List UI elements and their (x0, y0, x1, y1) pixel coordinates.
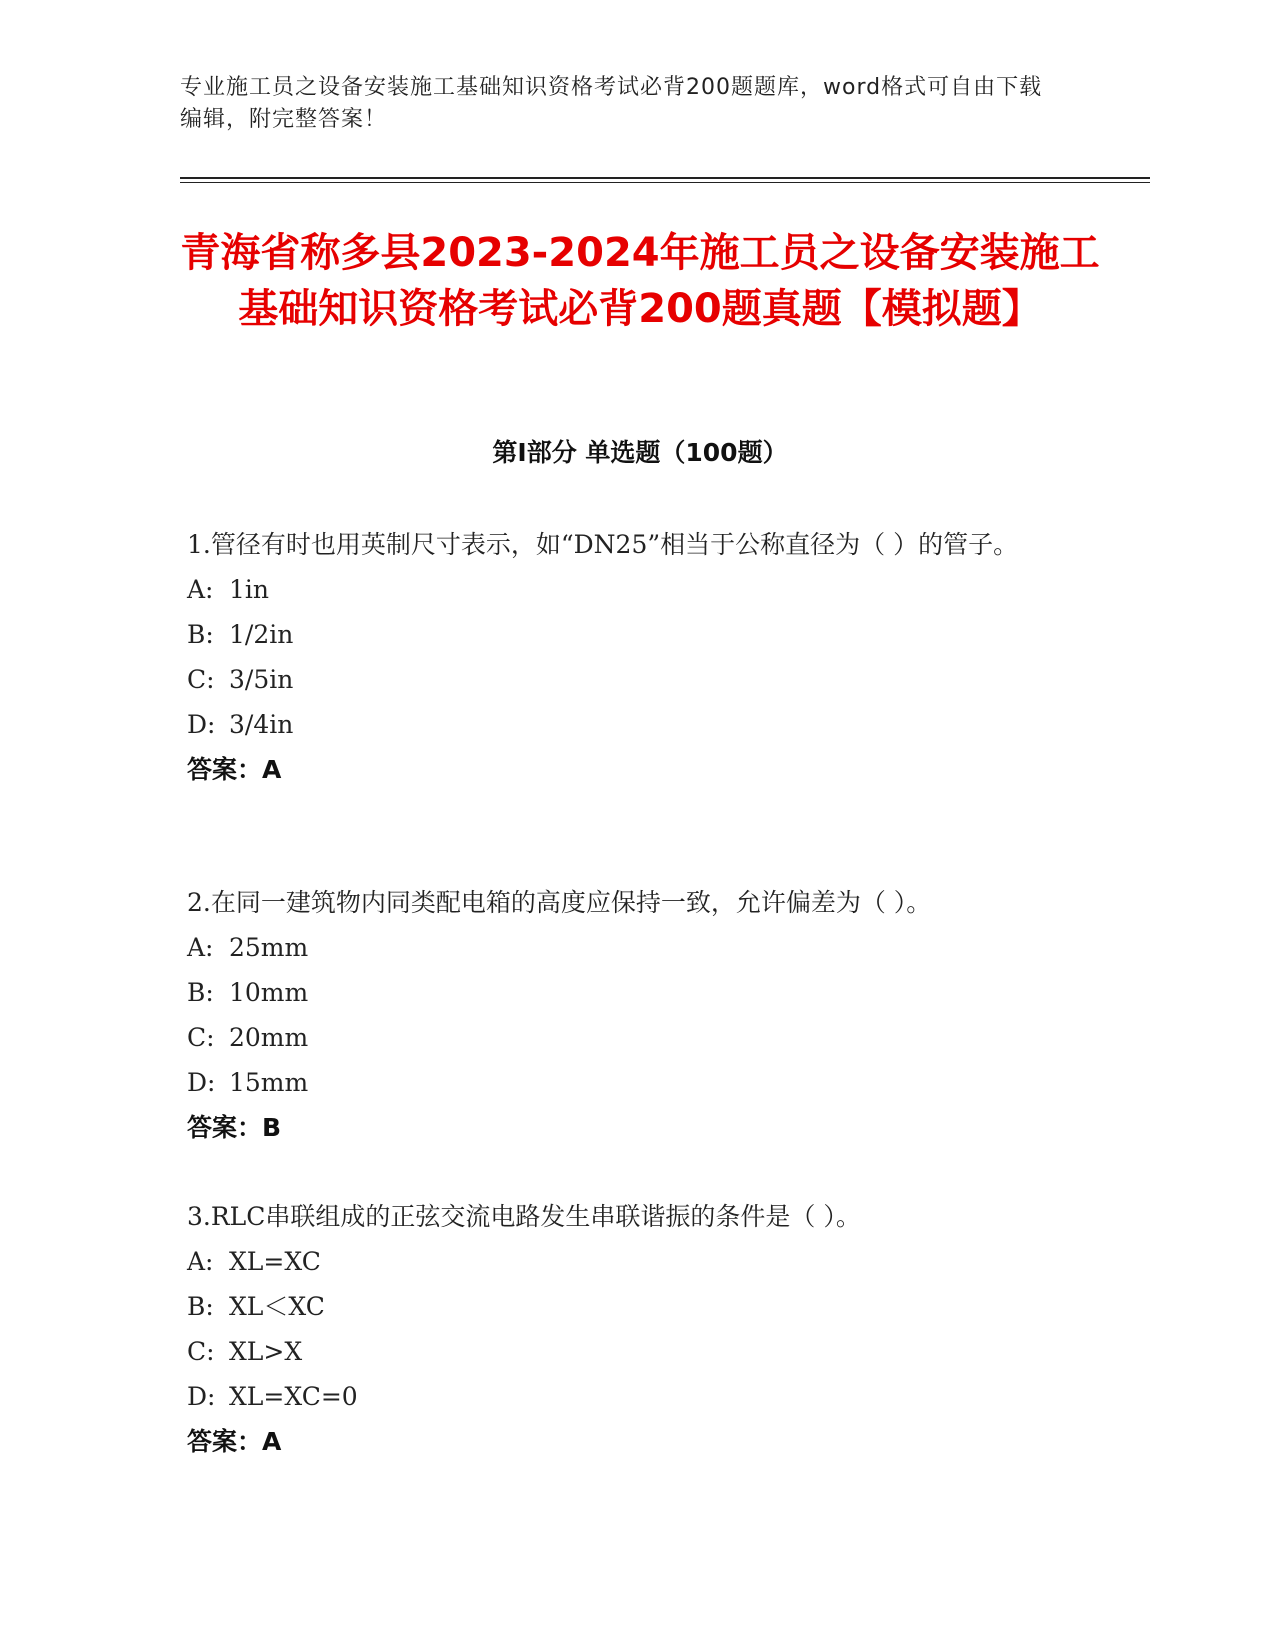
question-stem: 3.RLC串联组成的正弦交流电路发生串联谐振的条件是（ ）。 (187, 1202, 861, 1231)
option-d (187, 1060, 1087, 1105)
answer-line: 答案：A (187, 755, 282, 784)
option-b (187, 970, 1087, 1015)
option-text: 1/2in (229, 620, 294, 649)
question-3 (187, 1194, 1087, 1464)
option-letter: D: (187, 710, 216, 739)
option-letter: C: (187, 1023, 215, 1052)
option-letter: D: (187, 1068, 216, 1097)
option-b (187, 1284, 1087, 1329)
header-note: 专业施工员之设备安装施工基础知识资格考试必背200题题库，word格式可自由下载编辑，附完整答案！ (180, 75, 1043, 132)
option-text: 3/5in (229, 665, 294, 694)
question-stem: 2.在同一建筑物内同类配电箱的高度应保持一致，允许偏差为（ ）。 (187, 888, 932, 917)
header-divider-thin (180, 182, 1150, 183)
option-text: XL＜XC (229, 1292, 325, 1321)
section-title: 第I部分 单选题（100题） (492, 438, 788, 467)
option-letter: C: (187, 1337, 215, 1366)
question-1 (187, 522, 1087, 792)
option-text: 10mm (229, 978, 309, 1007)
option-d (187, 702, 1087, 747)
answer-line: 答案：A (187, 1427, 282, 1456)
option-b (187, 612, 1087, 657)
option-text: XL=XC=0 (229, 1382, 358, 1411)
option-text: 15mm (229, 1068, 309, 1097)
header-divider-thick (180, 177, 1150, 179)
answer-line: 答案：B (187, 1113, 282, 1142)
option-letter: A: (187, 575, 214, 604)
option-a (187, 1239, 1087, 1284)
option-letter: D: (187, 1382, 216, 1411)
question-stem: 1.管径有时也用英制尺寸表示，如“DN25”相当于公称直径为（ ）的管子。 (187, 530, 1019, 559)
option-text: 25mm (229, 933, 309, 962)
option-c (187, 1329, 1087, 1374)
option-letter: B: (187, 1292, 214, 1321)
document-title: 青海省称多县2023-2024年施工员之设备安装施工基础知识资格考试必背200题真题【模拟题】 (180, 230, 1100, 332)
option-letter: A: (187, 933, 214, 962)
question-2 (187, 880, 1087, 1150)
option-letter: A: (187, 1247, 214, 1276)
option-text: XL>X (229, 1337, 303, 1366)
option-text: 3/4in (229, 710, 294, 739)
option-c (187, 657, 1087, 702)
option-c (187, 1015, 1087, 1060)
option-text: 20mm (229, 1023, 309, 1052)
option-a (187, 925, 1087, 970)
option-text: XL=XC (229, 1247, 321, 1276)
option-letter: B: (187, 978, 214, 1007)
option-a (187, 567, 1087, 612)
option-letter: B: (187, 620, 214, 649)
option-text: 1in (229, 575, 270, 604)
option-letter: C: (187, 665, 215, 694)
option-d (187, 1374, 1087, 1419)
